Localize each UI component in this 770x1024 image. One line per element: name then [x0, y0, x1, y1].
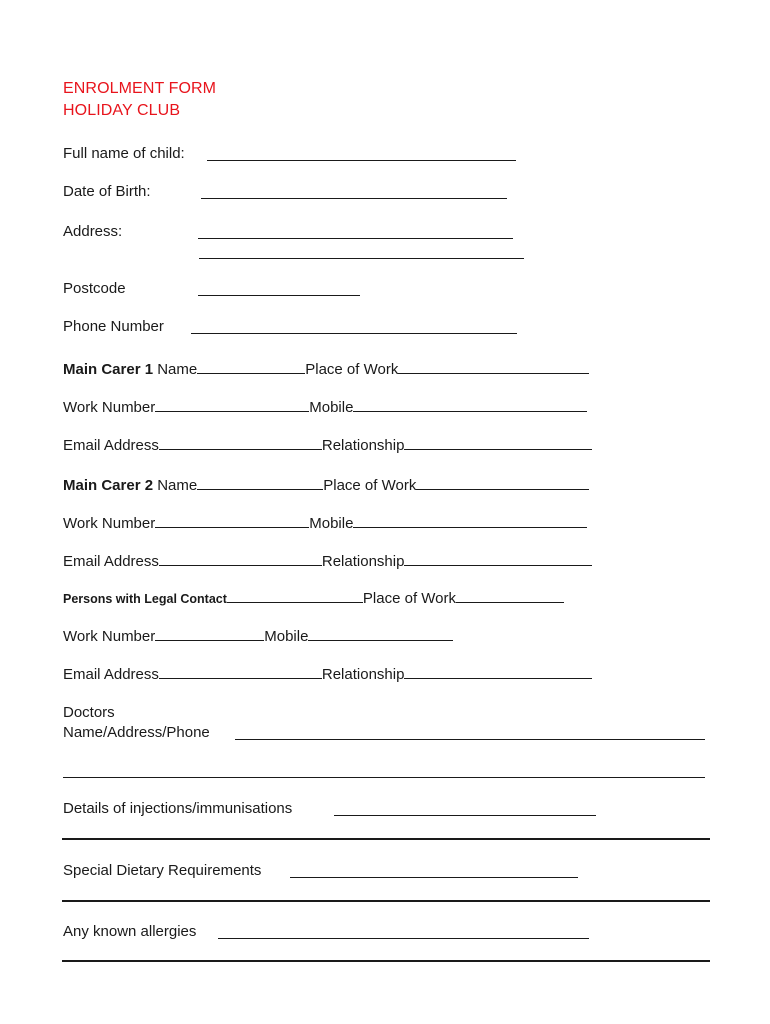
legal-contact-email-label: Email Address: [63, 666, 159, 683]
child-postcode-row: [63, 279, 126, 299]
full-name-field[interactable]: [207, 144, 516, 161]
carer1-email-field[interactable]: [159, 435, 322, 450]
carer1-relationship-field[interactable]: [404, 435, 592, 450]
carer2-name-field[interactable]: [197, 475, 323, 490]
legal-contact-row: [63, 588, 564, 609]
carer2-name-row: [63, 475, 589, 496]
legal-contact-work-number-row: [63, 626, 453, 647]
legal-contact-name-field[interactable]: [227, 588, 363, 603]
dob-label: Date of Birth:: [63, 183, 151, 200]
address-label: Address:: [63, 223, 123, 240]
address-field-line1[interactable]: [198, 222, 513, 239]
doctors-row: [63, 723, 210, 743]
form-subtitle: HOLIDAY CLUB: [63, 102, 181, 119]
carer1-mobile-field[interactable]: [353, 397, 587, 412]
child-address-row: [63, 222, 122, 242]
legal-contact-work-number-field[interactable]: [155, 626, 264, 641]
carer1-email-row: [63, 435, 592, 456]
injections-answer-line[interactable]: [62, 838, 710, 840]
legal-contact-place-of-work-label: Place of Work: [362, 590, 457, 607]
dob-field[interactable]: [201, 182, 507, 199]
carer1-relationship-label: Relationship: [321, 437, 405, 454]
carer1-work-number-label: Work Number: [63, 399, 156, 416]
carer1-place-of-work-field[interactable]: [398, 359, 589, 374]
injections-row: [63, 799, 292, 819]
postcode-field[interactable]: [198, 279, 360, 296]
legal-contact-email-field[interactable]: [159, 664, 322, 679]
carer2-work-number-field[interactable]: [155, 513, 309, 528]
legal-contact-email-row: [63, 664, 592, 685]
legal-contact-heading: Persons with Legal Contact: [63, 592, 227, 606]
carer2-place-of-work-field[interactable]: [416, 475, 589, 490]
carer2-work-number-label: Work Number: [63, 515, 156, 532]
injections-field[interactable]: [334, 799, 596, 816]
carer2-relationship-field[interactable]: [404, 551, 592, 566]
postcode-label: Postcode: [63, 280, 126, 297]
dietary-row: [63, 861, 261, 881]
doctors-label-line1: Doctors: [63, 704, 115, 721]
allergies-label: Any known allergies: [63, 923, 197, 940]
doctors-label-line2: Name/Address/Phone: [63, 724, 210, 741]
carer1-place-of-work-label: Place of Work: [305, 361, 399, 378]
phone-label: Phone Number: [63, 318, 164, 335]
carer1-work-number-field[interactable]: [155, 397, 309, 412]
child-dob-row: [63, 182, 151, 202]
dietary-answer-line[interactable]: [62, 900, 710, 902]
carer2-mobile-field[interactable]: [353, 513, 587, 528]
carer2-email-field[interactable]: [159, 551, 322, 566]
form-title: ENROLMENT FORM: [63, 80, 217, 97]
legal-contact-place-of-work-field[interactable]: [456, 588, 564, 603]
carer2-name-label: Name: [157, 477, 198, 494]
carer2-email-row: [63, 551, 592, 572]
legal-contact-mobile-label: Mobile: [264, 628, 309, 645]
carer2-heading: Main Carer 2: [63, 477, 154, 494]
child-full-name-row: [63, 144, 185, 164]
carer2-mobile-label: Mobile: [309, 515, 354, 532]
allergies-answer-line[interactable]: [62, 960, 710, 962]
allergies-row: [63, 922, 196, 942]
doctors-field-line2[interactable]: [63, 761, 705, 778]
carer2-email-label: Email Address: [63, 553, 159, 570]
carer1-email-label: Email Address: [63, 437, 159, 454]
doctors-field-line1[interactable]: [235, 723, 705, 740]
carer1-name-label: Name: [157, 361, 198, 378]
phone-field[interactable]: [191, 317, 517, 334]
carer1-mobile-label: Mobile: [309, 399, 354, 416]
carer1-work-number-row: [63, 397, 587, 418]
legal-contact-work-number-label: Work Number: [63, 628, 156, 645]
carer2-relationship-label: Relationship: [321, 553, 405, 570]
legal-contact-mobile-field[interactable]: [308, 626, 453, 641]
dietary-field[interactable]: [290, 861, 578, 878]
child-phone-row: [63, 317, 164, 337]
carer1-heading: Main Carer 1: [63, 361, 154, 378]
injections-label: Details of injections/immunisations: [63, 800, 293, 817]
full-name-label: Full name of child:: [63, 145, 185, 162]
address-field-line2[interactable]: [199, 242, 524, 259]
allergies-field[interactable]: [218, 922, 589, 939]
carer2-place-of-work-label: Place of Work: [323, 477, 417, 494]
carer2-work-number-row: [63, 513, 587, 534]
carer1-name-row: [63, 359, 589, 380]
carer1-name-field[interactable]: [197, 359, 305, 374]
legal-contact-relationship-label: Relationship: [321, 666, 405, 683]
legal-contact-relationship-field[interactable]: [404, 664, 592, 679]
dietary-label: Special Dietary Requirements: [63, 862, 262, 879]
